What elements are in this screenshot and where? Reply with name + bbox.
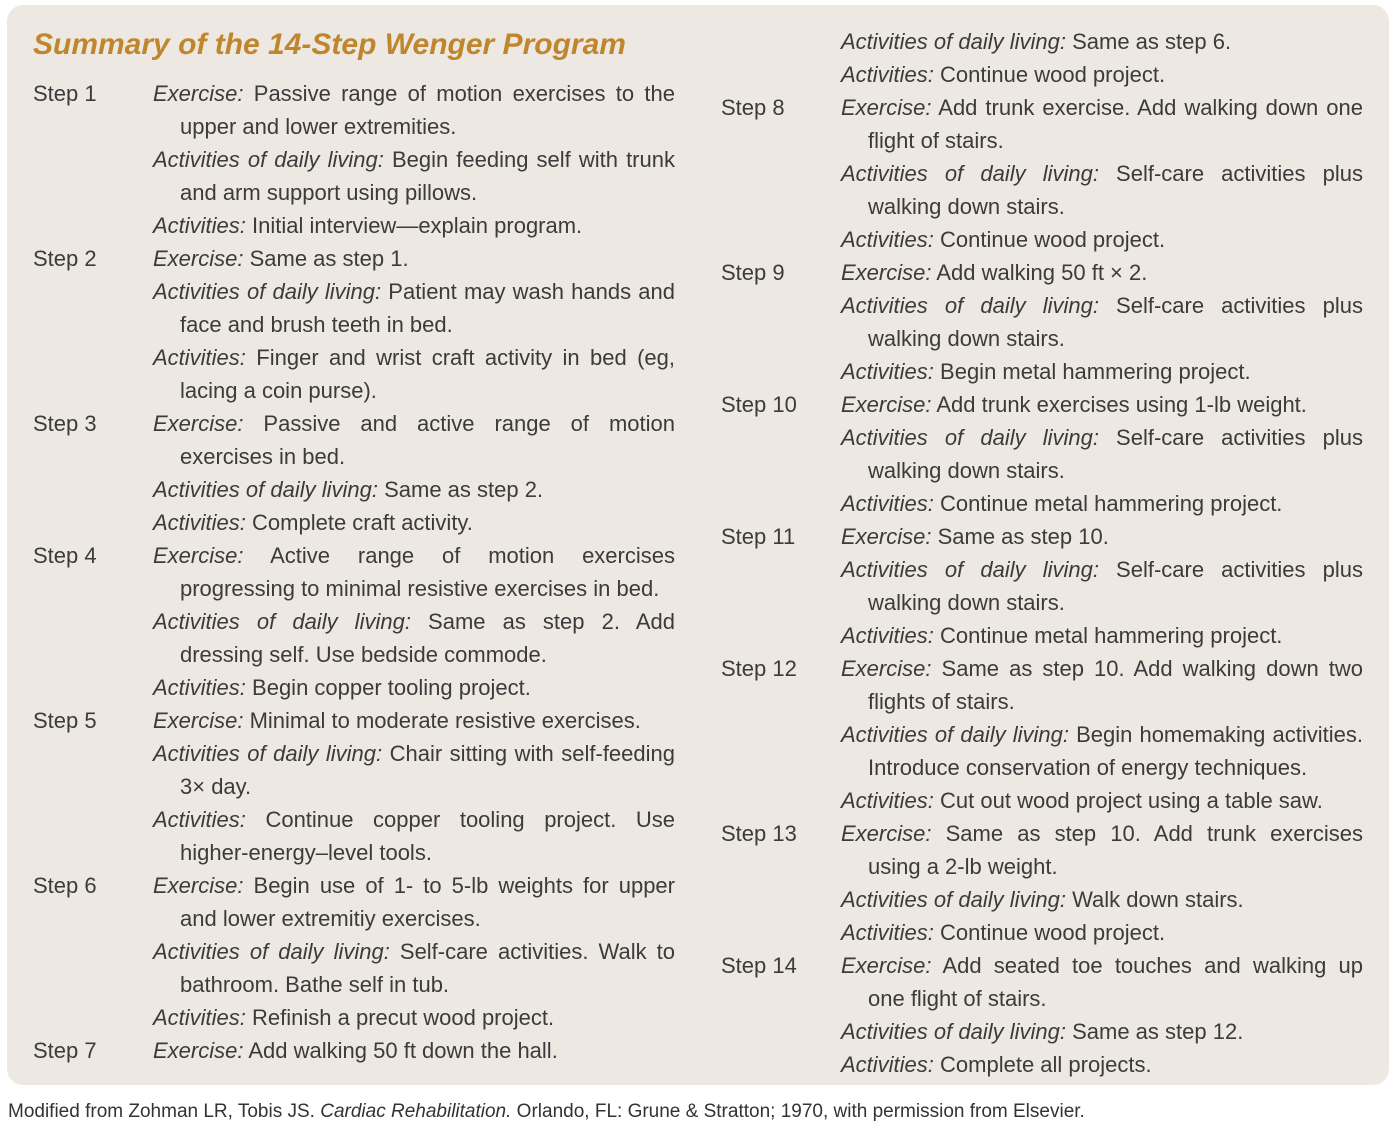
entry-text: Same as step 6. — [1065, 29, 1232, 54]
entry-lead: Activities of daily living: — [841, 293, 1099, 318]
step-row — [721, 91, 1363, 256]
step-label: Step 12 — [721, 656, 797, 681]
step-row — [33, 704, 675, 869]
entry-text: Continue wood project. — [933, 227, 1166, 252]
step-body — [841, 520, 1363, 652]
two-column-layout — [33, 25, 1363, 1081]
entry-text: Continue metal hammering project. — [933, 623, 1283, 648]
step-label: Step 8 — [721, 95, 785, 120]
entry-text: Same as step 10. Add trunk exercises using a 2-lb weight. — [868, 821, 1363, 879]
entry-text: Chair sitting with self-feeding 3× day. — [180, 741, 675, 799]
entry-lead: Activities: — [153, 213, 246, 238]
entry-text: Begin copper tooling project. — [245, 675, 531, 700]
entry-text: Add seated toe touches and walking up one flight of stairs. — [868, 953, 1363, 1011]
step-body — [841, 91, 1363, 256]
panel-title: Summary of the 14-Step Wenger Program — [33, 28, 626, 61]
step-row — [721, 25, 1363, 91]
entry-lead: Exercise: — [153, 411, 244, 436]
step-body — [153, 1034, 675, 1067]
entry-text: Complete craft activity. — [245, 510, 473, 535]
step-entry — [841, 817, 1363, 883]
entry-lead: Activities of daily living: — [841, 29, 1066, 54]
step-label: Step 3 — [33, 411, 97, 436]
entry-lead: Activities: — [153, 807, 246, 832]
step-body — [841, 25, 1363, 91]
column-right — [721, 25, 1363, 1081]
step-entry — [841, 949, 1363, 1015]
step-entry — [841, 223, 1363, 256]
entry-text: Refinish a precut wood project. — [245, 1005, 555, 1030]
step-label: Step 10 — [721, 392, 797, 417]
step-row — [721, 652, 1363, 817]
entry-text: Minimal to moderate resistive exercises. — [243, 708, 641, 733]
entry-lead: Exercise: — [841, 821, 932, 846]
entry-lead: Exercise: — [153, 873, 244, 898]
step-row — [33, 539, 675, 704]
summary-panel — [7, 5, 1389, 1085]
step-body — [153, 869, 675, 1034]
step-entry — [153, 209, 675, 242]
entry-text: Continue metal hammering project. — [933, 491, 1283, 516]
step-entry — [841, 784, 1363, 817]
entry-lead: Activities of daily living: — [153, 609, 411, 634]
step-entry — [841, 157, 1363, 223]
entry-text: Passive and active range of motion exercises in bed. — [180, 411, 675, 469]
entry-lead: Exercise: — [841, 656, 932, 681]
step-body — [841, 256, 1363, 388]
step-row — [721, 949, 1363, 1081]
step-entry — [841, 355, 1363, 388]
step-label: Step 14 — [721, 953, 797, 978]
step-entry — [153, 935, 675, 1001]
entry-text: Same as step 10. — [931, 524, 1109, 549]
entry-lead: Activities: — [153, 1005, 246, 1030]
step-row — [721, 388, 1363, 520]
step-label: Step 2 — [33, 246, 97, 271]
step-entry — [153, 1034, 675, 1067]
entry-text: Self-care activities. Walk to bathroom. Bathe self in tub. — [180, 939, 675, 997]
step-body — [841, 388, 1363, 520]
step-entry — [841, 553, 1363, 619]
step-entry — [153, 77, 675, 143]
entry-lead: Exercise: — [153, 246, 244, 271]
step-entry — [841, 619, 1363, 652]
entry-lead: Activities: — [841, 1052, 934, 1077]
entry-text: Same as step 2. — [377, 477, 544, 502]
entry-text: Same as step 2. Add dressing self. Use bedside commode. — [180, 609, 675, 667]
entry-text: Same as step 1. — [243, 246, 409, 271]
step-entry — [153, 506, 675, 539]
step-body — [841, 949, 1363, 1081]
citation-suffix: Orlando, FL: Grune & Stratton; 1970, with permission from Elsevier. — [511, 1101, 1085, 1122]
entry-lead: Exercise: — [153, 543, 244, 568]
entry-lead: Exercise: — [153, 1038, 244, 1063]
step-row — [33, 1034, 675, 1067]
source-citation — [8, 1100, 1085, 1124]
entry-lead: Activities of daily living: — [153, 147, 384, 172]
column-left — [33, 25, 675, 1081]
citation-prefix: Modified from Zohman LR, Tobis JS. — [8, 1101, 321, 1122]
entry-lead: Activities of daily living: — [841, 161, 1099, 186]
step-body — [153, 407, 675, 539]
entry-lead: Exercise: — [841, 524, 932, 549]
entry-lead: Activities of daily living: — [153, 741, 383, 766]
entry-lead: Activities: — [841, 920, 934, 945]
step-label: Step 11 — [721, 524, 796, 549]
entry-text: Active range of motion exercises progressing to minimal resistive exercises in bed. — [180, 543, 675, 601]
entry-lead: Exercise: — [841, 392, 932, 417]
entry-text: Cut out wood project using a table saw. — [933, 788, 1323, 813]
entry-text: Continue wood project. — [933, 62, 1166, 87]
entry-text: Self-care activities plus walking down stairs. — [868, 557, 1363, 615]
step-entry — [153, 803, 675, 869]
entry-lead: Exercise: — [153, 81, 244, 106]
step-entry — [841, 916, 1363, 949]
step-entry — [153, 737, 675, 803]
entry-lead: Activities of daily living: — [841, 425, 1099, 450]
entry-lead: Exercise: — [153, 708, 244, 733]
step-entry — [153, 242, 675, 275]
step-entry — [153, 704, 675, 737]
step-label: Step 9 — [721, 260, 785, 285]
step-entry — [153, 143, 675, 209]
entry-text: Initial interview—explain program. — [245, 213, 583, 238]
entry-text: Finger and wrist craft activity in bed (eg, lacing a coin purse). — [180, 345, 675, 403]
entry-lead: Exercise: — [841, 95, 932, 120]
step-entry — [153, 869, 675, 935]
step-body — [153, 704, 675, 869]
entry-lead: Activities: — [153, 510, 246, 535]
step-entry — [153, 473, 675, 506]
step-entry — [841, 58, 1363, 91]
step-row — [721, 520, 1363, 652]
entry-text: Add walking 50 ft × 2. — [931, 260, 1148, 285]
step-body — [153, 77, 675, 242]
entry-text: Continue copper tooling project. Use higher-energy–level tools. — [180, 807, 675, 865]
entry-text: Passive range of motion exercises to the upper and lower extremities. — [180, 81, 675, 139]
step-entry — [153, 1001, 675, 1034]
step-label: Step 4 — [33, 543, 97, 568]
step-entry — [841, 388, 1363, 421]
entry-lead: Activities: — [841, 227, 934, 252]
step-entry — [153, 671, 675, 704]
entry-text: Add trunk exercises using 1-lb weight. — [931, 392, 1307, 417]
citation-book-title: Cardiac Rehabilitation. — [320, 1101, 512, 1122]
step-body — [153, 242, 675, 407]
entry-text: Begin homemaking activities. Introduce conservation of energy techniques. — [868, 722, 1363, 780]
step-entry — [841, 520, 1363, 553]
step-row — [33, 407, 675, 539]
entry-lead: Activities of daily living: — [841, 722, 1069, 747]
step-entry — [841, 487, 1363, 520]
step-label: Step 5 — [33, 708, 97, 733]
entry-lead: Exercise: — [841, 953, 932, 978]
step-entry — [841, 421, 1363, 487]
entry-text: Begin feeding self with trunk and arm support using pillows. — [180, 147, 675, 205]
step-entry — [841, 883, 1363, 916]
step-entry — [841, 25, 1363, 58]
entry-text: Same as step 10. Add walking down two flights of stairs. — [868, 656, 1363, 714]
step-entry — [841, 1015, 1363, 1048]
entry-lead: Exercise: — [841, 260, 932, 285]
step-row — [33, 869, 675, 1034]
entry-text: Same as step 12. — [1065, 1019, 1244, 1044]
entry-lead: Activities: — [841, 62, 934, 87]
entry-lead: Activities of daily living: — [841, 557, 1099, 582]
step-label — [721, 25, 841, 91]
entry-lead: Activities: — [841, 788, 934, 813]
entry-text: Add trunk exercise. Add walking down one flight of stairs. — [868, 95, 1363, 153]
entry-lead: Activities of daily living: — [841, 887, 1066, 912]
step-entry — [153, 275, 675, 341]
entry-lead: Activities: — [153, 345, 246, 370]
step-body — [841, 817, 1363, 949]
entry-text: Self-care activities plus walking down stairs. — [868, 425, 1363, 483]
step-label: Step 6 — [33, 873, 97, 898]
step-entry — [153, 341, 675, 407]
entry-text: Begin metal hammering project. — [933, 359, 1251, 384]
steps-column-left — [33, 77, 675, 1067]
step-row — [33, 242, 675, 407]
entry-lead: Activities: — [841, 359, 934, 384]
step-entry — [153, 605, 675, 671]
entry-text: Continue wood project. — [933, 920, 1166, 945]
entry-lead: Activities of daily living: — [153, 477, 378, 502]
entry-text: Self-care activities plus walking down stairs. — [868, 293, 1363, 351]
entry-lead: Activities of daily living: — [153, 939, 390, 964]
step-body — [153, 539, 675, 704]
steps-column-right — [721, 25, 1363, 1081]
entry-text: Self-care activities plus walking down stairs. — [868, 161, 1363, 219]
step-entry — [841, 256, 1363, 289]
step-row — [33, 77, 675, 242]
entry-text: Begin use of 1- to 5-lb weights for upper and lower extremitiy exercises. — [180, 873, 675, 931]
step-label: Step 7 — [33, 1038, 97, 1063]
step-body — [841, 652, 1363, 817]
step-entry — [153, 539, 675, 605]
entry-lead: Activities of daily living: — [841, 1019, 1066, 1044]
step-entry — [841, 289, 1363, 355]
step-label: Step 13 — [721, 821, 797, 846]
step-row — [721, 256, 1363, 388]
entry-lead: Activities: — [153, 675, 246, 700]
entry-text: Add walking 50 ft down the hall. — [243, 1038, 558, 1063]
step-row — [721, 817, 1363, 949]
entry-text: Walk down stairs. — [1065, 887, 1244, 912]
entry-lead: Activities: — [841, 491, 934, 516]
entry-text: Patient may wash hands and face and brush teeth in bed. — [180, 279, 675, 337]
step-label: Step 1 — [33, 81, 97, 106]
entry-lead: Activities of daily living: — [153, 279, 382, 304]
step-entry — [153, 407, 675, 473]
entry-text: Complete all projects. — [933, 1052, 1152, 1077]
step-entry — [841, 718, 1363, 784]
entry-lead: Activities: — [841, 623, 934, 648]
step-entry — [841, 91, 1363, 157]
step-entry — [841, 1048, 1363, 1081]
step-entry — [841, 652, 1363, 718]
